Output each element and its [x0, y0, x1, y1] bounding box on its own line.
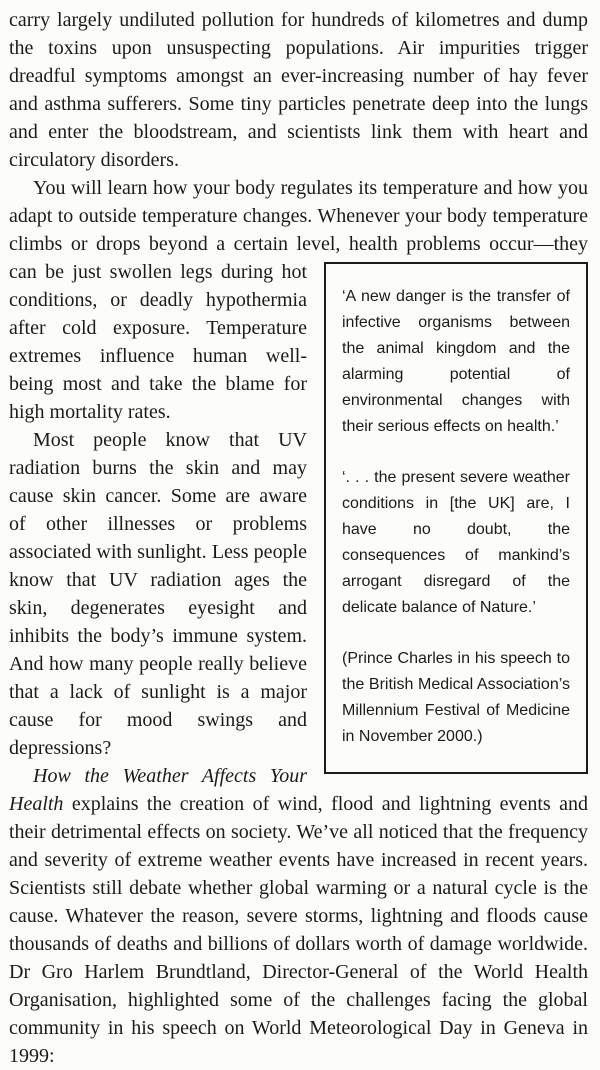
- paragraph-book-summary: [9, 762, 588, 1070]
- quote-new-danger: ‘A new danger is the transfer of infective organisms between the animal kingdom and the alarming potential of environmental changes with their serious effects on health.’: [342, 288, 570, 435]
- paragraph-uv-radiation: Most people know that UV radiation burns the skin and may cause skin cancer. Some are aware of other illnesses or problems associated with sunlight. Less people know that UV radiation ages the skin, degenerates eyesight and inhibits the body’s immune system. And how many people really believe that a lack of sunlight is a major cause for mood swings and depressions?: [9, 429, 307, 759]
- quote-attribution: (Prince Charles in his speech to the British Medical Association’s Millennium Festival of Medicine in November 2000.): [342, 650, 570, 745]
- quote-severe-weather: ‘. . . the present severe weather conditions in [the UK] are, I have no doubt, the consequences of mankind’s arrogant disregard of the delicate balance of Nature.’: [342, 469, 570, 616]
- paragraph-book-summary-text: explains the creation of wind, flood and lightning events and their detrimental effects on society. We’ve all noticed that the frequency and severity of extreme weather events have increased in recent years. Scientists still debate whether global warming or a natural cycle is the cause. Whatever the reason, severe storms, lightning and floods cause thousands of deaths and billions of dollars worth of damage worldwide. Dr Gro Harlem Brundtland, Director-General of the World Health Organisation, highlighted some of the challenges facing the global community in his speech on World Meteorological Day in Geneva in 1999:: [9, 793, 588, 1067]
- paragraph-temperature-intro: You will learn how your body regulates its temperature and how you adapt to outside temperature changes. Whenever your body temperature climbs or drops beyond a certain level, health problems occur—they: [9, 177, 588, 255]
- book-title-text: How the Weather Affects Your Health: [9, 765, 307, 815]
- paragraph-temperature-wrapped: can be just swollen legs during hot conditions, or deadly hypothermia after cold exposure. Temperature extremes influence human well-being most and take the blame for high mortality rates.: [9, 261, 307, 423]
- paragraph-pollution: carry largely undiluted pollution for hundreds of kilometres and dump the toxins upon unsuspecting populations. Air impurities trigger dreadful symptoms amongst an ever-increasing number of hay fever and asthma sufferers. Some tiny particles penetrate deep into the lungs and enter the bloodstream, and scientists link them with heart and circulatory disorders.: [9, 9, 588, 171]
- pull-quote-box: [324, 262, 588, 774]
